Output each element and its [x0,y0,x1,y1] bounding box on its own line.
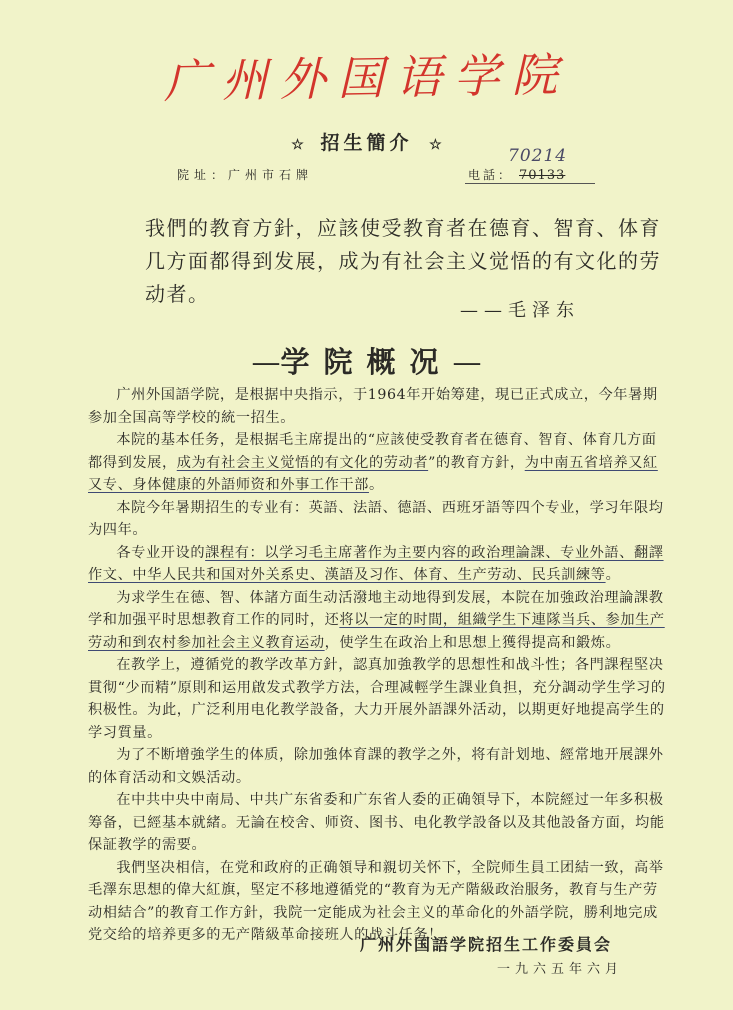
subtitle-text: 招生簡介 [320,132,413,154]
paragraph [88,587,668,655]
subtitle [0,128,733,155]
underlined-text: 課程有：以学习毛主席著作为主要内容的政治理論課、专业外語、翻譯作文、中华人民共和国对外关系史、漢語及习作、体育、生产劳动、民兵訓練等 [88,544,664,583]
paragraph-text: 本院今年暑期招生的专业有：英語、法語、德語、西班牙語等四个专业，学习年限均为四年。 [88,499,664,538]
address: 院址：广州市石牌 [177,168,314,182]
paragraph-text: 为求学生在德、智、体諸方面生动活潑地主动地得到发展，本院在加強政治理論課教学和加强平时思想教育工作的同时，还 [88,589,664,628]
paragraph [88,384,668,429]
paragraph-text: 广州外国語学院，是根据中央指示，于1964年开始筹建，現已正式成立，今年暑期参加全国高等学校的統一招生。 [88,387,658,426]
title-dash: — [452,345,482,379]
paragraph-text: 各专业开设的 [116,544,206,561]
phone-old: 70133 [519,168,566,183]
underlined-text: 成为有社会主义觉悟的有文化的劳动者 [176,454,429,471]
star-icon: ☆ [429,137,442,153]
paragraph [88,497,668,542]
title-dash: — [251,345,281,379]
paragraph-text: 我們坚决相信，在党和政府的正确領导和親切关怀下，全院师生員工团結一致，高举毛澤东思想的偉大紅旗，堅定不移地遵循党的“教育为无产階級政治服务，教育与生产劳动相結合”的教育工作方針，我院一定能成为社会主义的革命化的外語学院，勝利地完成党交给的培养更多的无产階級革命接班人的战斗任务！ [88,859,664,943]
paragraph [88,654,668,744]
phone-handwritten: 70214 [508,146,568,166]
paragraph-text: ”的教育方針， [428,454,525,471]
phone-label: 电話： [468,168,514,182]
mao-quote: 我們的教育方針，应該使受教育者在德育、智育、体育几方面都得到发展，成为有社会主义觉悟的有文化的劳动者。 [145,216,661,306]
section-title-text: 学院概况 [280,345,453,379]
paragraph-text: 本院的基本任务，是根据毛主席提出的“应該使受教育者在德育、智育、体育几方面都得到发展， [88,432,657,471]
masthead-calligraphy: 广州外国语学院 [163,47,570,109]
underlined-text: 将以一定的时間，組織学生下連隊当兵、参加生产劳动和到农村参加社会主义教育运动 [88,612,665,651]
date: 一九六五年六月 [497,962,624,977]
underlined-text: 为中南五省培养又紅又专、身体健康的外語师资和外事工作干部 [88,454,658,493]
header-rule [465,183,595,184]
paragraph [88,789,668,857]
paragraph-text: 在教学上，遵循党的教学改革方針，認真加強教学的思想性和战斗性；各門課程堅决貫彻“少而精”原則和运用啟发式教学方法，合理减輕学生課业負担，充分調动学生学习的积极性。为此，广泛利用电化教学設备，大力开展外語課外活动，以期更好地提高学生的学习質量。 [88,657,666,741]
body-text [88,384,668,947]
paragraph-text: 在中共中央中南局、中共广东省委和广东省人委的正确領导下，本院經过一年多积极筹备，已經基本就緒。无論在校舍、师资、图书、电化教学設备以及其他設备方面，均能保証教学的需要。 [88,792,665,853]
paragraph-text: 。 [605,567,621,583]
paragraph [88,429,668,497]
paragraph [88,542,668,587]
paragraph-text: ，使学生在政治上和思想上獲得提高和鍛炼。 [324,634,621,651]
quote-author: ——毛泽东 [460,300,580,321]
signature: 广州外国語学院招生工作委員会 [360,935,613,954]
phone [468,166,565,183]
paragraph [88,744,668,789]
paragraph-text: 。 [368,477,384,493]
paragraph-text: 为了不断增強学生的体质，除加強体育課的教学之外，将有計划地、經常地开展課外的体育活动和文娛活动。 [88,747,664,786]
star-icon: ☆ [291,137,304,153]
section-title [0,340,733,381]
